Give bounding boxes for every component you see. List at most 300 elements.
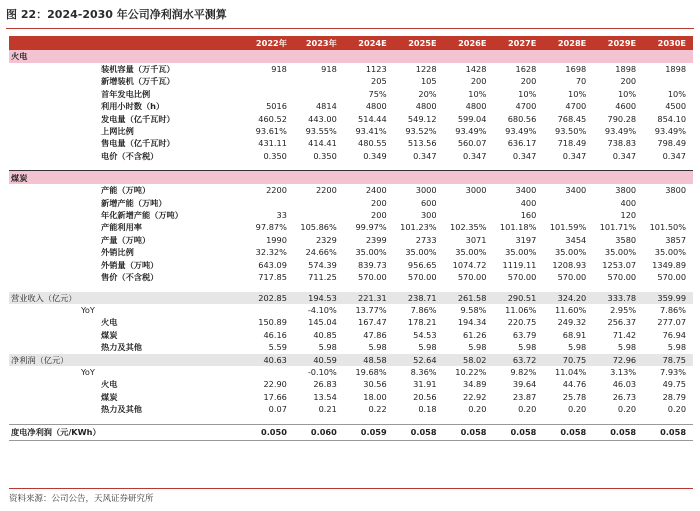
value-cell: 256.37 (607, 317, 637, 328)
value-cell: 0.347 (463, 150, 487, 161)
indent-cell (79, 341, 99, 353)
value-cell: 75% (368, 88, 387, 99)
table-row (9, 391, 693, 403)
indent-cell (9, 150, 79, 162)
value-cell (294, 197, 344, 209)
value-cell: 7.93% (660, 366, 687, 377)
value-cell (294, 209, 344, 221)
row-label: 年化新增产能（万吨） (101, 210, 183, 221)
row-label: 煤炭 (101, 391, 118, 402)
indent-cell (79, 75, 99, 87)
value-cell: 4500 (665, 101, 687, 112)
value-cell: 636.17 (507, 138, 537, 149)
value-cell: 17.66 (263, 391, 287, 402)
value-cell: 0.058 (543, 424, 593, 440)
indent-cell (9, 63, 79, 75)
value-cell: 0.059 (344, 424, 394, 440)
value-cell: 35.00% (455, 247, 487, 258)
row-label: 火电 (101, 379, 118, 390)
table-row (9, 137, 693, 149)
row-label: 上网比例 (101, 126, 134, 137)
value-cell: 3.13% (610, 366, 637, 377)
indent-cell (9, 137, 79, 149)
value-cell (344, 50, 394, 63)
value-cell: 1898 (615, 64, 637, 74)
value-cell: 8.36% (410, 366, 437, 377)
value-cell: 400 (620, 197, 637, 208)
indent-cell (9, 184, 79, 196)
value-cell (444, 50, 494, 63)
value-cell: 32.32% (255, 247, 287, 258)
value-cell: 18.00 (363, 391, 387, 402)
value-cell: 63.79 (512, 329, 537, 340)
value-cell: 549.12 (407, 113, 437, 124)
value-cell: 101.59% (549, 222, 587, 233)
table-row (9, 63, 693, 75)
indent-cell (9, 125, 79, 137)
row-label: 净利润（亿元） (9, 354, 244, 366)
value-cell: 4800 (365, 101, 387, 112)
value-cell: 3000 (465, 185, 487, 196)
column-header: 2030E (643, 36, 693, 50)
value-cell: 3800 (665, 185, 687, 196)
value-cell: 200 (371, 210, 387, 221)
value-cell: 956.65 (407, 259, 437, 270)
value-cell: 194.53 (294, 292, 344, 304)
table-body (9, 50, 693, 440)
value-cell: 200 (371, 197, 387, 208)
value-cell: 3000 (415, 185, 437, 196)
value-cell: 0.22 (368, 404, 387, 415)
value-cell (643, 197, 693, 209)
value-cell (244, 171, 294, 185)
indent-cell (79, 221, 99, 233)
indent-cell (9, 304, 79, 316)
value-cell: 2200 (266, 185, 287, 196)
column-header: 2027E (493, 36, 543, 50)
value-cell: 1228 (415, 64, 437, 74)
value-cell (444, 209, 494, 221)
value-cell: 13.54 (313, 391, 337, 402)
value-cell: 70 (575, 76, 587, 87)
value-cell: 72.96 (593, 354, 643, 366)
value-cell: 0.18 (418, 404, 437, 415)
column-header: 2024E (344, 36, 394, 50)
spacer-cell (9, 284, 693, 292)
value-cell (244, 197, 294, 209)
value-cell: 10% (568, 88, 587, 99)
value-cell (593, 50, 643, 63)
value-cell (244, 366, 294, 378)
row-label: 装机容量（万千瓦） (101, 64, 175, 74)
row-label: 首年发电比例 (101, 88, 151, 99)
table-row (9, 378, 693, 390)
table-row (9, 209, 693, 221)
value-cell: 61.26 (463, 329, 487, 340)
value-cell: 570.00 (457, 272, 487, 283)
value-cell: 93.55% (305, 126, 337, 137)
value-cell: 68.91 (562, 329, 587, 340)
value-cell: 13.77% (355, 304, 387, 315)
value-cell (643, 50, 693, 63)
value-cell (394, 50, 444, 63)
indent-cell (9, 391, 79, 403)
value-cell: 26.73 (612, 391, 637, 402)
value-cell: 5.98 (617, 342, 637, 353)
value-cell: 35.00% (405, 247, 437, 258)
value-cell: 3400 (565, 185, 587, 196)
value-cell: 93.49% (505, 126, 537, 137)
value-cell: 205 (371, 76, 387, 87)
table-row (9, 234, 693, 246)
indent-cell (79, 125, 99, 137)
value-cell: 359.99 (643, 292, 693, 304)
column-header: 2029E (593, 36, 643, 50)
row-label: 售价（不含税） (101, 272, 159, 283)
value-cell: 105.86% (300, 222, 337, 233)
value-cell: 333.78 (593, 292, 643, 304)
value-cell: 570.00 (657, 272, 687, 283)
column-header: 2028E (543, 36, 593, 50)
value-cell: 200 (520, 76, 537, 87)
table-row (9, 271, 693, 283)
table-row (9, 329, 693, 341)
value-cell: 178.21 (407, 317, 437, 328)
value-cell: 40.63 (244, 354, 294, 366)
value-cell: 30.56 (363, 379, 387, 390)
source-note: 资料来源：公司公告，天风证券研究所 (9, 488, 693, 504)
section-row (9, 50, 693, 63)
row-label: 营业收入（亿元） (9, 292, 244, 304)
table-row (9, 184, 693, 196)
value-cell: 0.058 (643, 424, 693, 440)
value-cell: 101.71% (599, 222, 637, 233)
value-cell: 93.61% (255, 126, 287, 137)
value-cell (643, 75, 693, 87)
value-cell: 3454 (565, 234, 587, 245)
indent-cell (79, 197, 99, 209)
value-cell (444, 197, 494, 209)
value-cell: 9.58% (460, 304, 487, 315)
value-cell: 570.00 (557, 272, 587, 283)
value-cell: 35.00% (505, 247, 537, 258)
value-cell: 2.95% (610, 304, 637, 315)
value-cell (244, 75, 294, 87)
indent-cell (9, 209, 79, 221)
row-label: 火电 (101, 317, 118, 328)
value-cell: 160 (520, 210, 537, 221)
value-cell: 5.98 (318, 342, 337, 353)
value-cell: 200 (470, 76, 487, 87)
indent-cell (9, 221, 79, 233)
value-cell: 574.39 (308, 259, 337, 270)
table-row (9, 246, 693, 258)
value-cell: 1119.11 (502, 259, 537, 270)
row-label: 外销量（万吨） (101, 259, 159, 270)
value-cell: 54.53 (413, 329, 437, 340)
value-cell: 26.83 (313, 379, 337, 390)
value-cell: 7.86% (660, 304, 687, 315)
value-cell: 40.85 (313, 329, 337, 340)
indent-cell (9, 316, 79, 328)
value-cell: 0.347 (612, 150, 637, 161)
value-cell: 97.87% (255, 222, 287, 233)
value-cell: 4800 (415, 101, 437, 112)
indent-cell (79, 88, 99, 100)
value-cell: -0.10% (307, 366, 337, 377)
value-cell: 93.50% (555, 126, 587, 137)
value-cell: 2329 (315, 234, 337, 245)
total-row (9, 424, 693, 440)
value-cell: 23.87 (512, 391, 537, 402)
indent-cell (9, 378, 79, 390)
value-cell: 11.04% (555, 366, 587, 377)
column-header: 2022年 (244, 36, 294, 50)
row-label: 新增装机（万千瓦） (101, 76, 175, 87)
row-label: 热力及其他 (101, 404, 142, 415)
value-cell: 40.59 (294, 354, 344, 366)
value-cell: 324.20 (543, 292, 593, 304)
table-row (9, 341, 693, 353)
value-cell: 711.25 (308, 272, 337, 283)
value-cell: 34.89 (463, 379, 487, 390)
value-cell: 1898 (665, 64, 687, 74)
value-cell (394, 171, 444, 185)
value-cell: 5.59 (268, 342, 287, 353)
value-cell: 1349.89 (652, 259, 687, 270)
value-cell: 0.347 (512, 150, 537, 161)
value-cell: 76.94 (662, 329, 687, 340)
value-cell: 1074.72 (452, 259, 487, 270)
value-cell: 101.18% (499, 222, 537, 233)
summary-row (9, 292, 693, 304)
value-cell (344, 171, 394, 185)
value-cell: 78.75 (643, 354, 693, 366)
value-cell (294, 75, 344, 87)
value-cell (543, 171, 593, 185)
value-cell: 33 (276, 210, 287, 221)
indent-cell (79, 271, 99, 283)
indent-cell (9, 197, 79, 209)
table-row (9, 304, 693, 316)
table-header-row (9, 36, 693, 50)
value-cell: 19.68% (355, 366, 387, 377)
value-cell: 918 (271, 64, 287, 74)
indent-cell (79, 63, 99, 75)
value-cell: 25.78 (562, 391, 587, 402)
value-cell: 63.72 (493, 354, 543, 366)
value-cell: 3580 (615, 234, 637, 245)
value-cell: 431.11 (258, 138, 287, 149)
indent-cell (79, 391, 99, 403)
value-cell: 221.31 (344, 292, 394, 304)
value-cell: 0.058 (444, 424, 494, 440)
value-cell: 4800 (465, 101, 487, 112)
value-cell: 39.64 (512, 379, 537, 390)
indent-cell (79, 259, 99, 271)
indent-cell (79, 234, 99, 246)
value-cell: 93.41% (355, 126, 387, 137)
value-cell: 194.34 (457, 317, 487, 328)
value-cell (493, 50, 543, 63)
value-cell: 3197 (515, 234, 537, 245)
value-cell: 99.97% (355, 222, 387, 233)
spacer-row (9, 416, 693, 425)
table-row (9, 125, 693, 137)
value-cell: 9.82% (510, 366, 537, 377)
value-cell: 300 (420, 210, 437, 221)
value-cell: 48.58 (344, 354, 394, 366)
row-label: 火电 (9, 50, 244, 63)
indent-cell (9, 246, 79, 258)
value-cell: 277.07 (657, 317, 687, 328)
spacer-row (9, 284, 693, 292)
value-cell: 1123 (365, 64, 387, 74)
indent-cell (9, 329, 79, 341)
row-label: 度电净利润（元/KWh） (9, 424, 244, 440)
value-cell: 35.00% (355, 247, 387, 258)
indent-cell (9, 259, 79, 271)
value-cell: 0.07 (268, 404, 287, 415)
value-cell: 643.09 (258, 259, 287, 270)
value-cell: 47.86 (363, 329, 387, 340)
indent-cell (79, 100, 99, 112)
indent-cell (79, 246, 99, 258)
value-cell: 202.85 (244, 292, 294, 304)
value-cell: 35.00% (654, 247, 687, 258)
row-label: YoY (81, 304, 95, 315)
value-cell: 31.91 (413, 379, 437, 390)
indent-cell (9, 366, 79, 378)
value-cell: 480.55 (358, 138, 387, 149)
table-row (9, 366, 693, 378)
value-cell: 1698 (565, 64, 587, 74)
spacer-row (9, 162, 693, 171)
section-row (9, 171, 693, 185)
value-cell: 0.058 (493, 424, 543, 440)
value-cell: 0.347 (662, 150, 687, 161)
value-cell: 718.49 (557, 138, 587, 149)
value-cell: 0.20 (568, 404, 587, 415)
value-cell: 0.20 (468, 404, 487, 415)
value-cell: 2733 (415, 234, 437, 245)
value-cell: 3400 (515, 185, 537, 196)
value-cell: 5.98 (568, 342, 587, 353)
value-cell: 798.49 (657, 138, 687, 149)
value-cell: 570.00 (507, 272, 537, 283)
value-cell (543, 197, 593, 209)
value-cell: 918 (321, 64, 337, 74)
table-row (9, 197, 693, 209)
value-cell: 854.10 (657, 113, 687, 124)
value-cell: 7.86% (410, 304, 437, 315)
value-cell (294, 171, 344, 185)
value-cell: 145.04 (308, 317, 337, 328)
value-cell: 3857 (665, 234, 687, 245)
value-cell: 570.00 (607, 272, 637, 283)
value-cell: 71.42 (612, 329, 637, 340)
value-cell: 0.20 (667, 404, 687, 415)
value-cell: 0.347 (413, 150, 437, 161)
value-cell: 290.51 (493, 292, 543, 304)
value-cell: 35.00% (555, 247, 587, 258)
value-cell (493, 171, 543, 185)
row-label: 外销比例 (101, 247, 134, 258)
row-label: 利用小时数（h） (101, 101, 165, 112)
value-cell: 5.98 (667, 342, 687, 353)
value-cell: 0.058 (593, 424, 643, 440)
indent-cell (79, 378, 99, 390)
value-cell: 5.98 (418, 342, 437, 353)
value-cell: 570.00 (407, 272, 437, 283)
indent-cell (9, 113, 79, 125)
table-row (9, 88, 693, 100)
value-cell: 93.49% (654, 126, 687, 137)
indent-cell (79, 150, 99, 162)
value-cell: 514.44 (358, 113, 387, 124)
row-label: 产量（万吨） (101, 234, 151, 245)
table-row (9, 150, 693, 162)
value-cell: 101.23% (400, 222, 437, 233)
value-cell: 93.49% (604, 126, 637, 137)
indent-cell (79, 209, 99, 221)
indent-cell (9, 75, 79, 87)
table-row (9, 221, 693, 233)
value-cell: 0.050 (244, 424, 294, 440)
projection-table (9, 36, 693, 441)
indent-cell (79, 403, 99, 415)
row-label: YoY (81, 366, 95, 377)
value-cell: 10% (518, 88, 537, 99)
indent-cell (79, 184, 99, 196)
title-rule (6, 28, 694, 29)
value-cell: 1253.07 (602, 259, 637, 270)
indent-cell (9, 403, 79, 415)
spacer-cell (9, 416, 693, 425)
value-cell: 93.52% (405, 126, 437, 137)
value-cell (444, 171, 494, 185)
value-cell: 4600 (615, 101, 637, 112)
table-row (9, 75, 693, 87)
value-cell: 10% (468, 88, 487, 99)
value-cell: 10% (617, 88, 637, 99)
value-cell: 120 (620, 210, 637, 221)
value-cell: 249.32 (557, 317, 587, 328)
row-label: 电价（不含税） (101, 150, 159, 161)
value-cell (244, 50, 294, 63)
value-cell: 1628 (515, 64, 537, 74)
indent-cell (79, 113, 99, 125)
column-header: 2025E (394, 36, 444, 50)
value-cell: 560.07 (457, 138, 487, 149)
indent-cell (9, 271, 79, 283)
value-cell (643, 171, 693, 185)
value-cell: 1990 (266, 234, 287, 245)
value-cell: 570.00 (358, 272, 387, 283)
value-cell: 238.71 (394, 292, 444, 304)
value-cell: 680.56 (507, 113, 537, 124)
indent-cell (9, 234, 79, 246)
value-cell: 24.66% (305, 247, 337, 258)
row-label: 产能利用率 (101, 222, 142, 233)
table-row (9, 403, 693, 415)
value-cell: 443.00 (308, 113, 337, 124)
value-cell: 2400 (365, 185, 387, 196)
value-cell (543, 209, 593, 221)
value-cell: 10.22% (455, 366, 487, 377)
value-cell: 460.52 (258, 113, 287, 124)
value-cell: 0.058 (394, 424, 444, 440)
